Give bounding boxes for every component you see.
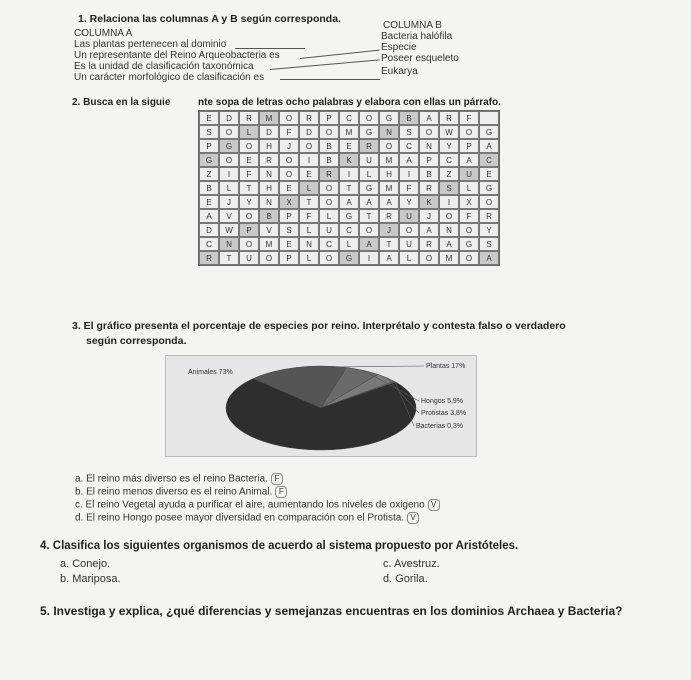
- grid-cell: W: [439, 125, 459, 139]
- grid-cell: E: [199, 195, 219, 209]
- grid-cell: L: [219, 181, 239, 195]
- grid-cell: O: [359, 223, 379, 237]
- grid-cell: R: [419, 237, 439, 251]
- grid-cell: B: [399, 111, 419, 125]
- grid-cell: S: [479, 237, 499, 251]
- column-b-header: COLUMNA B: [383, 20, 442, 31]
- grid-cell: A: [419, 111, 439, 125]
- pie-svg: [166, 356, 476, 456]
- grid-cell: G: [479, 181, 499, 195]
- grid-cell: F: [399, 181, 419, 195]
- grid-cell: A: [339, 195, 359, 209]
- grid-cell: O: [419, 125, 439, 139]
- grid-cell: Z: [199, 167, 219, 181]
- grid-cell: C: [479, 153, 499, 167]
- grid-cell: T: [219, 251, 239, 265]
- grid-cell: I: [439, 195, 459, 209]
- grid-cell: R: [319, 167, 339, 181]
- q4-item-c: c. Avestruz.: [383, 558, 440, 570]
- grid-cell: O: [379, 139, 399, 153]
- match-line: [270, 59, 380, 70]
- grid-cell: G: [359, 181, 379, 195]
- grid-cell: B: [259, 209, 279, 223]
- grid-cell: D: [259, 125, 279, 139]
- grid-cell: T: [339, 181, 359, 195]
- grid-cell: N: [259, 195, 279, 209]
- grid-cell: H: [379, 167, 399, 181]
- match-line: [280, 79, 380, 80]
- q1-title: 1. Relaciona las columnas A y B según corresponda.: [78, 13, 341, 25]
- q3-option-b: b. El reino menos diverso es el reino Animal. F: [75, 486, 287, 498]
- grid-cell: R: [359, 139, 379, 153]
- grid-cell: C: [199, 237, 219, 251]
- grid-cell: B: [419, 167, 439, 181]
- grid-cell: G: [479, 125, 499, 139]
- grid-cell: G: [379, 111, 399, 125]
- grid-cell: R: [379, 209, 399, 223]
- grid-cell: L: [299, 181, 319, 195]
- col-b-item-4: Eukarya: [381, 66, 418, 77]
- grid-cell: S: [199, 125, 219, 139]
- grid-cell: N: [219, 237, 239, 251]
- word-search-grid: [198, 110, 500, 266]
- grid-cell: G: [199, 153, 219, 167]
- grid-cell: M: [339, 125, 359, 139]
- grid-cell: O: [239, 209, 259, 223]
- grid-cell: L: [319, 209, 339, 223]
- grid-cell: I: [219, 167, 239, 181]
- grid-cell: O: [459, 223, 479, 237]
- grid-cell: O: [259, 251, 279, 265]
- answer-mark-c[interactable]: V: [428, 499, 440, 511]
- grid-cell: L: [239, 125, 259, 139]
- grid-cell: P: [419, 153, 439, 167]
- grid-cell: X: [279, 195, 299, 209]
- grid-cell: T: [299, 195, 319, 209]
- grid-cell: P: [319, 111, 339, 125]
- grid-cell: I: [359, 251, 379, 265]
- grid-cell: O: [419, 251, 439, 265]
- grid-cell: P: [459, 139, 479, 153]
- pie-label-protistas: Protistas 3,8%: [421, 410, 467, 417]
- q3-option-a: a. El reino más diverso es el reino Bacteria. F: [75, 473, 283, 485]
- grid-cell: Y: [399, 195, 419, 209]
- answer-mark-b[interactable]: F: [275, 486, 287, 498]
- grid-cell: A: [199, 209, 219, 223]
- grid-cell: U: [319, 223, 339, 237]
- match-line: [235, 48, 305, 49]
- q2-prompt-end: nte sopa de letras ocho palabras y elabora con ellas un párrafo.: [198, 97, 501, 108]
- pie-label-animales: Animales 73%: [188, 369, 233, 376]
- grid-cell: A: [379, 251, 399, 265]
- grid-cell: F: [239, 167, 259, 181]
- grid-cell: L: [399, 251, 419, 265]
- grid-cell: N: [379, 125, 399, 139]
- grid-cell: O: [219, 153, 239, 167]
- q4-item-b: b. Mariposa.: [60, 573, 121, 585]
- grid-cell: O: [299, 139, 319, 153]
- q3-option-d: d. El reino Hongo posee mayor diversidad en comparación con el Protista. V: [75, 512, 419, 524]
- grid-cell: I: [339, 167, 359, 181]
- col-a-item-2: Un representante del Reino Arqueobacteria es: [74, 50, 280, 61]
- grid-cell: Y: [439, 139, 459, 153]
- grid-cell: R: [199, 251, 219, 265]
- grid-cell: O: [219, 125, 239, 139]
- grid-cell: M: [259, 237, 279, 251]
- grid-cell: B: [199, 181, 219, 195]
- grid-cell: S: [279, 223, 299, 237]
- grid-cell: D: [219, 111, 239, 125]
- grid-cell: L: [339, 237, 359, 251]
- grid-cell: F: [459, 209, 479, 223]
- grid-cell: T: [359, 209, 379, 223]
- grid-cell: K: [419, 195, 439, 209]
- grid-cell: L: [459, 181, 479, 195]
- grid-cell: F: [299, 209, 319, 223]
- grid-cell: U: [399, 209, 419, 223]
- grid-cell: Z: [439, 167, 459, 181]
- grid-cell: N: [439, 223, 459, 237]
- grid-cell: O: [459, 251, 479, 265]
- grid-cell: O: [479, 195, 499, 209]
- grid-cell: O: [239, 139, 259, 153]
- grid-cell: A: [479, 139, 499, 153]
- grid-cell: B: [319, 139, 339, 153]
- grid-cell: W: [219, 223, 239, 237]
- grid-cell: F: [279, 125, 299, 139]
- grid-cell: C: [339, 223, 359, 237]
- grid-cell: O: [279, 111, 299, 125]
- grid-cell: N: [419, 139, 439, 153]
- grid-cell: P: [199, 139, 219, 153]
- grid-cell: G: [459, 237, 479, 251]
- grid-cell: L: [299, 251, 319, 265]
- q4-prompt: 4. Clasifica los siguientes organismos de acuerdo al sistema propuesto por Aristóteles.: [40, 540, 519, 552]
- grid-cell: M: [379, 153, 399, 167]
- q2-prompt-start: 2. Busca en la siguie: [72, 97, 171, 108]
- grid-cell: J: [379, 223, 399, 237]
- grid-cell: A: [479, 251, 499, 265]
- grid-cell: U: [359, 153, 379, 167]
- grid-cell: U: [239, 251, 259, 265]
- col-a-item-1: Las plantas pertenecen al dominio: [74, 39, 227, 50]
- grid-cell: R: [479, 209, 499, 223]
- grid-cell: C: [439, 153, 459, 167]
- grid-cell: R: [299, 111, 319, 125]
- grid-cell: A: [359, 195, 379, 209]
- grid-cell: A: [359, 237, 379, 251]
- grid-cell: N: [259, 167, 279, 181]
- grid-cell: V: [219, 209, 239, 223]
- grid-cell: V: [259, 223, 279, 237]
- grid-cell: P: [279, 251, 299, 265]
- grid-cell: I: [299, 153, 319, 167]
- grid-cell: X: [459, 195, 479, 209]
- q5-prompt: 5. Investiga y explica, ¿qué diferencias y semejanzas encuentras en los dominios Archaea y Bacteria?: [40, 604, 623, 618]
- grid-cell: S: [439, 181, 459, 195]
- col-b-item-2: Especie: [381, 42, 417, 53]
- grid-cell: J: [219, 195, 239, 209]
- pie-label-plantas: Plantas 17%: [426, 363, 466, 370]
- grid-cell: O: [279, 153, 299, 167]
- grid-cell: S: [399, 125, 419, 139]
- q3-prompt: 3. El gráfico presenta el porcentaje de especies por reino. Interprétalo y contesta falso o verdadero: [72, 320, 566, 332]
- pie-label-hongos: Hongos 5,9%: [421, 398, 464, 405]
- grid-cell: U: [399, 237, 419, 251]
- grid-cell: A: [379, 195, 399, 209]
- grid-cell: D: [299, 125, 319, 139]
- grid-cell: U: [459, 167, 479, 181]
- grid-cell: C: [339, 111, 359, 125]
- pie-label-bacterias: Bacterias 0,3%: [416, 423, 464, 430]
- col-a-item-4: Un carácter morfológico de clasificación es: [74, 72, 265, 83]
- q4-item-a: a. Conejo.: [60, 558, 111, 570]
- grid-cell: I: [399, 167, 419, 181]
- grid-cell: G: [339, 209, 359, 223]
- answer-mark-a[interactable]: F: [271, 473, 283, 485]
- col-b-item-1: Bacteria halófila: [381, 31, 453, 42]
- grid-cell: O: [279, 167, 299, 181]
- grid-cell: R: [239, 111, 259, 125]
- grid-cell: E: [299, 167, 319, 181]
- grid-cell: O: [239, 237, 259, 251]
- answer-mark-d[interactable]: V: [407, 512, 419, 524]
- species-pie-chart: [165, 355, 477, 457]
- grid-cell: A: [459, 153, 479, 167]
- grid-cell: L: [299, 223, 319, 237]
- col-a-item-3: Es la unidad de clasificación taxonómica: [74, 61, 254, 72]
- q4-item-d: d. Gorila.: [383, 573, 428, 585]
- q3-prompt-continued: según corresponda.: [86, 335, 187, 347]
- grid-cell: B: [319, 153, 339, 167]
- grid-cell: P: [279, 209, 299, 223]
- grid-cell: R: [259, 153, 279, 167]
- grid-cell: E: [199, 111, 219, 125]
- grid-cell: T: [239, 181, 259, 195]
- grid-cell: O: [319, 195, 339, 209]
- grid-cell: F: [459, 111, 479, 125]
- grid-cell: O: [319, 125, 339, 139]
- grid-cell: E: [279, 237, 299, 251]
- grid-cell: G: [339, 251, 359, 265]
- grid-cell: O: [359, 111, 379, 125]
- match-line: [300, 50, 380, 59]
- column-a-header: COLUMNA A: [74, 28, 133, 39]
- grid-cell: R: [419, 181, 439, 195]
- grid-cell: N: [299, 237, 319, 251]
- grid-cell: M: [439, 251, 459, 265]
- grid-cell: Y: [239, 195, 259, 209]
- grid-cell: E: [279, 181, 299, 195]
- q3-option-c: c. El reino Vegetal ayuda a purificar el aire, aumentando los niveles de oxigeno V: [75, 499, 440, 511]
- grid-cell: O: [399, 223, 419, 237]
- grid-cell: T: [379, 237, 399, 251]
- grid-cell: O: [439, 209, 459, 223]
- grid-cell: A: [439, 237, 459, 251]
- grid-cell: G: [359, 125, 379, 139]
- grid-cell: P: [239, 223, 259, 237]
- grid-cell: C: [399, 139, 419, 153]
- grid-cell: Y: [479, 223, 499, 237]
- grid-cell: E: [239, 153, 259, 167]
- grid-cell: K: [339, 153, 359, 167]
- grid-cell: E: [339, 139, 359, 153]
- grid-cell: R: [439, 111, 459, 125]
- col-b-item-3: Poseer esqueleto: [381, 53, 459, 64]
- grid-cell: J: [419, 209, 439, 223]
- grid-cell: L: [359, 167, 379, 181]
- grid-cell: A: [399, 153, 419, 167]
- grid-cell: O: [319, 181, 339, 195]
- grid-cell: O: [319, 251, 339, 265]
- grid-cell: C: [319, 237, 339, 251]
- grid-cell: J: [279, 139, 299, 153]
- grid-cell: M: [259, 111, 279, 125]
- grid-cell: H: [259, 181, 279, 195]
- grid-cell: A: [419, 223, 439, 237]
- grid-cell: M: [379, 181, 399, 195]
- grid-cell: E: [479, 167, 499, 181]
- grid-cell: G: [219, 139, 239, 153]
- grid-cell: H: [259, 139, 279, 153]
- grid-cell: [479, 111, 499, 125]
- grid-cell: O: [459, 125, 479, 139]
- grid-cell: D: [199, 223, 219, 237]
